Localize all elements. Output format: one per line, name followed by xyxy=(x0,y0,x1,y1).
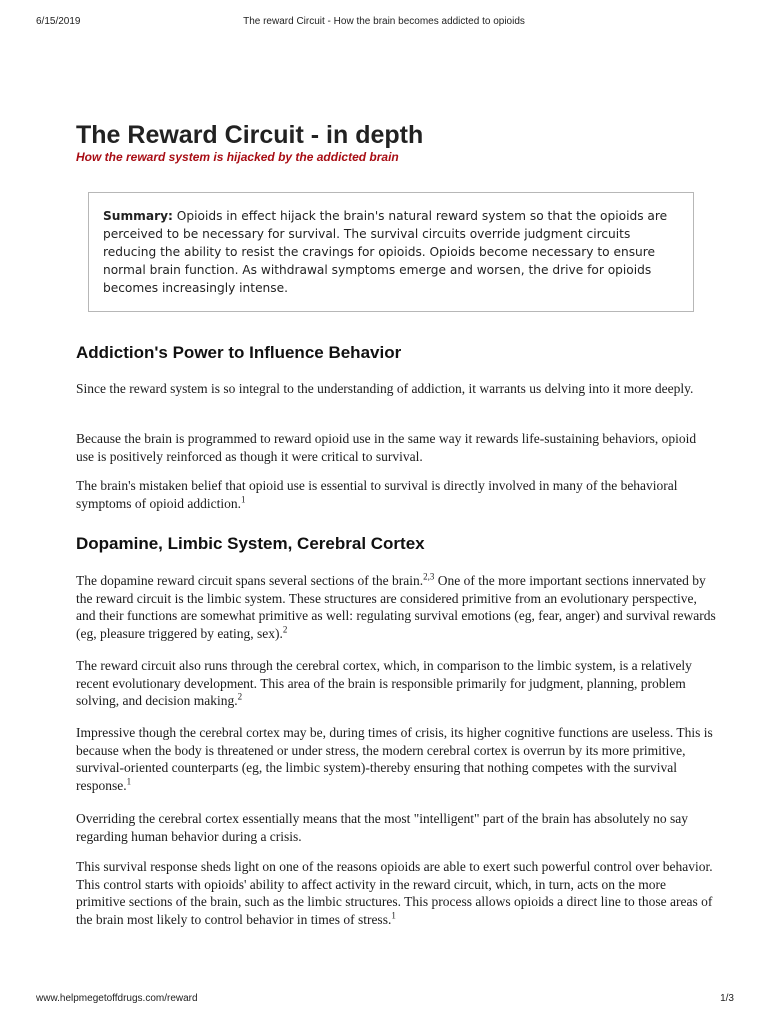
footnote-ref[interactable]: 1 xyxy=(391,910,396,920)
paragraph-5 xyxy=(76,657,716,710)
article-subtitle: How the reward system is hijacked by the addicted brain xyxy=(76,150,399,164)
paragraph-1: Since the reward system is so integral to the understanding of addiction, it warrants us delving into it more deeply. xyxy=(76,381,694,396)
paragraph-4 xyxy=(76,572,716,642)
article-title: The Reward Circuit - in depth xyxy=(76,121,424,149)
paragraph-8 xyxy=(76,858,716,928)
paragraph-5-text: The reward circuit also runs through the cerebral cortex, which, in comparison to the limbic system, is a relatively recent evolutionary development. This area of the brain is responsible primarily for judgment, planning, problem solving, and decision making. xyxy=(76,658,692,708)
print-url: www.helpmegetoffdrugs.com/reward xyxy=(36,993,198,1004)
summary-box xyxy=(88,192,694,312)
summary-label: Summary: xyxy=(103,209,173,223)
footnote-ref[interactable]: 1 xyxy=(126,776,132,786)
page-number: 1/3 xyxy=(720,993,734,1004)
paragraph-8-text: This survival response sheds light on one of the reasons opioids are able to exert such powerful control over behavior. This control starts with opioids' ability to affect activity in the reward circuit, which, in turn, acts on the more primitive sections of the brain, such as the limbic structures. This process allows opioids a direct line to those areas of the brain most likely to control behavior in times of stress. xyxy=(76,859,713,927)
footnote-ref[interactable]: 1 xyxy=(241,494,246,504)
footnote-ref[interactable]: 2 xyxy=(237,691,243,702)
print-page-title: The reward Circuit - How the brain becomes addicted to opioids xyxy=(243,16,525,27)
article xyxy=(76,120,716,927)
paragraph-4-text-b: One of the more important sections innervated by the reward circuit is the limbic system. These structures are considered primitive from an evolutionary perspective, and their functions are somewhat primitive as well: regulating survival emotions (eg, fear, anger) and survival rewards (eg, pleasure triggered by eating, sex). xyxy=(76,573,716,641)
section-heading-addiction: Addiction's Power to Influence Behavior xyxy=(76,343,402,362)
paragraph-3 xyxy=(76,477,716,512)
paragraph-6 xyxy=(76,724,716,794)
paragraph-7: Overriding the cerebral cortex essentially means that the most "intelligent" part of the brain has absolutely no say regarding human behavior during a crisis. xyxy=(76,811,688,844)
paragraph-4-text-a: The dopamine reward circuit spans several sections of the brain. xyxy=(76,573,424,588)
paragraph-6-text: Impressive though the cerebral cortex may be, during times of crisis, its higher cognitive functions are useless. This is because when the body is threatened or under stress, the modern cerebral cortex is overrun by its more primitive, survival-oriented counterparts (eg, the limbic system)-thereby ensuring that nothing competes with the survival response. xyxy=(76,725,713,793)
paragraph-3-text: The brain's mistaken belief that opioid use is essential to survival is directly involved in many of the behavioral symptoms of opioid addiction. xyxy=(76,478,678,511)
print-date: 6/15/2019 xyxy=(36,16,81,27)
footnote-ref[interactable]: 2 xyxy=(282,624,288,634)
paragraph-2: Because the brain is programmed to reward opioid use in the same way it rewards life-sustaining behaviors, opioid use is positively reinforced as though it were critical to survival. xyxy=(76,431,697,464)
section-heading-dopamine: Dopamine, Limbic System, Cerebral Cortex xyxy=(76,534,425,553)
summary-text: Opioids in effect hijack the brain's natural reward system so that the opioids are perceived to be necessary for survival. The survival circuits override judgment circuits reducing the ability to resist the cravings for opioids. Opioids become necessary to ensure normal brain function. As withdrawal symptoms emerge and worsen, the drive for opioids becomes increasingly intense. xyxy=(103,209,668,295)
footnote-ref[interactable]: 2,3 xyxy=(423,571,435,582)
